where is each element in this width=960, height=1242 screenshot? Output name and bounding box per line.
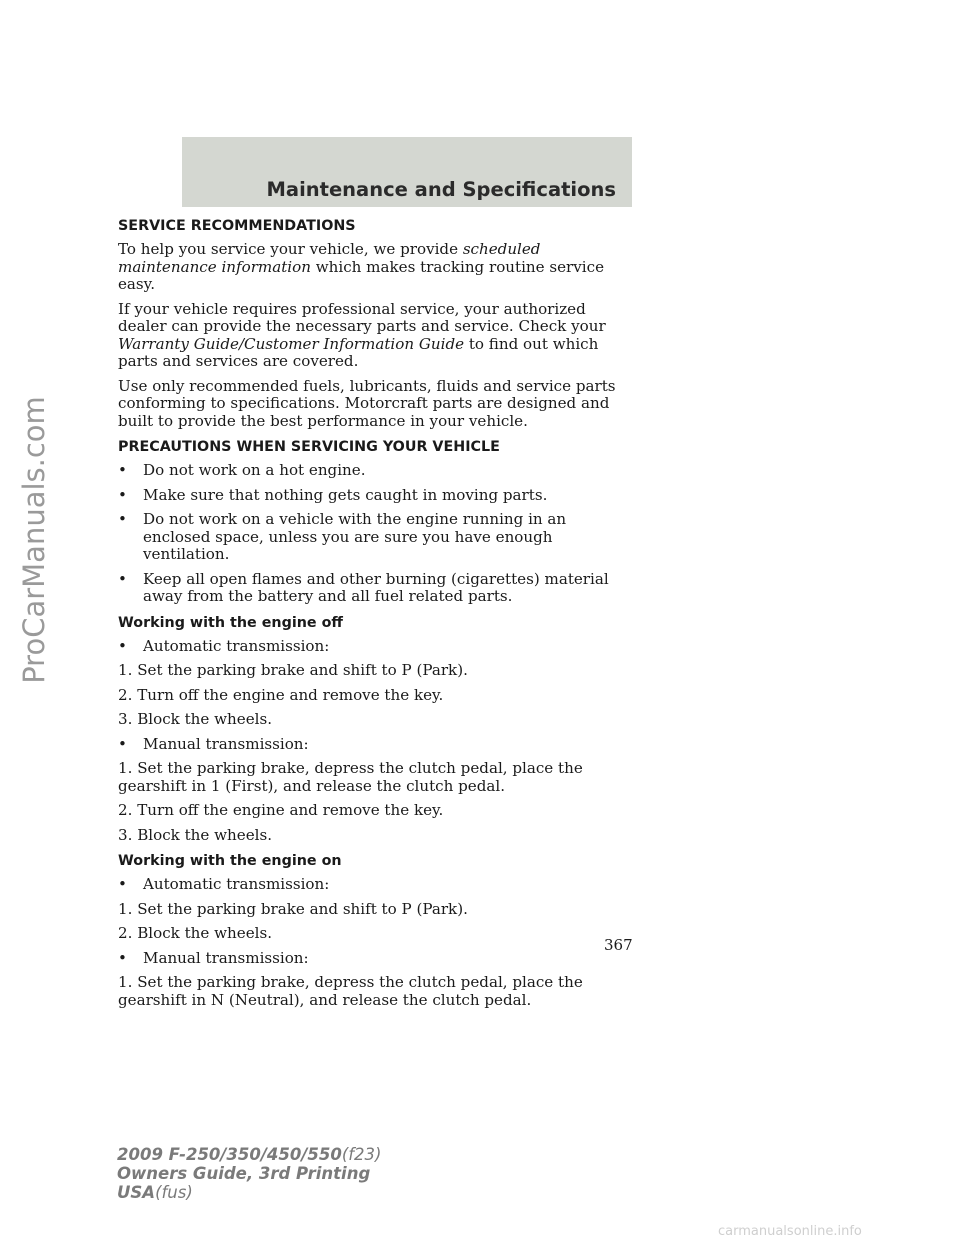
- bullet-item: [118, 511, 638, 564]
- step: 2. Turn off the engine and remove the key.: [118, 685, 444, 704]
- text-run: To help you service your vehicle, we provide: [118, 240, 463, 258]
- bullet-dot: •: [118, 948, 127, 967]
- bullet-item: [118, 638, 638, 656]
- heading-engine-off: Working with the engine off: [118, 614, 343, 631]
- step: 2. Block the wheels.: [118, 924, 272, 942]
- bullet-text: Manual transmission:: [143, 734, 309, 753]
- bullet-dot: •: [118, 485, 127, 504]
- bullet-item: [118, 736, 638, 754]
- page-content: [118, 217, 638, 1016]
- footer-print-info: [117, 1145, 382, 1202]
- text-run: which makes tracking routine service easy.: [118, 257, 604, 293]
- bullet-text: Keep all open flames and other burning (cigarettes) material away from the battery and all fuel related parts.: [143, 569, 609, 605]
- bullet-text: Automatic transmission:: [143, 636, 330, 655]
- bullet-item: [118, 950, 638, 968]
- text-run: to find out which parts and services are covered.: [118, 334, 599, 370]
- heading-engine-on: Working with the engine on: [118, 853, 342, 869]
- bullet-text: Do not work on a vehicle with the engine running in an enclosed space, unless you are sure you have enough ventilation.: [143, 510, 567, 563]
- bullet-text: Manual transmission:: [143, 948, 309, 967]
- footer-guide: Owners Guide, 3rd Printing: [117, 1164, 371, 1183]
- bottom-watermark: carmanualsonline.info: [718, 1224, 862, 1239]
- emphasis-scheduled-maintenance: scheduled maintenance information: [118, 240, 541, 276]
- step: 3. Block the wheels.: [118, 710, 272, 728]
- step: 1. Set the parking brake and shift to P (Park).: [118, 899, 468, 918]
- step: 1. Set the parking brake and shift to P (Park).: [118, 661, 468, 679]
- service-paragraph-2: [118, 301, 638, 371]
- step: 3. Block the wheels.: [118, 825, 272, 844]
- bullet-item: [118, 462, 638, 480]
- section-title: Maintenance and Specifications: [266, 178, 616, 201]
- bullet-dot: •: [118, 510, 127, 528]
- bullet-text: Do not work on a hot engine.: [143, 461, 366, 479]
- emphasis-warranty-guide: Warranty Guide/Customer Information Guide: [118, 334, 465, 353]
- side-watermark-text: ProCarManuals.com: [17, 396, 51, 684]
- footer-model: 2009 F-250/350/450/550: [117, 1145, 342, 1164]
- section-header-band: [182, 137, 632, 207]
- bullet-item: [118, 487, 638, 505]
- step: 2. Turn off the engine and remove the key.: [118, 801, 444, 819]
- heading-service-recommendations: SERVICE RECOMMENDATIONS: [118, 218, 356, 234]
- bullet-dot: •: [118, 875, 127, 893]
- bullet-item: [118, 876, 638, 894]
- footer-region: USA: [117, 1183, 156, 1202]
- service-paragraph-3: Use only recommended fuels, lubricants, fluids and service parts conforming to specifications. Motorcraft parts are designed and built to provide the best performance in your vehicle.: [118, 376, 616, 430]
- footer-line-guide: [117, 1164, 382, 1183]
- bullet-dot: •: [118, 636, 127, 655]
- text-run: If your vehicle requires professional service, your authorized dealer can provide the necessary parts and service. Check your: [118, 299, 606, 335]
- step: 1. Set the parking brake, depress the clutch pedal, place the gearshift in N (Neutral), and release the clutch pedal.: [118, 973, 583, 1009]
- bullet-text: Automatic transmission:: [143, 875, 330, 893]
- step: 1. Set the parking brake, depress the clutch pedal, place the gearshift in 1 (First), and release the clutch pedal.: [118, 759, 583, 795]
- bullet-text: Make sure that nothing gets caught in moving parts.: [143, 485, 548, 504]
- footer-line-region: [117, 1183, 382, 1202]
- bullet-dot: •: [118, 734, 127, 753]
- footer-line-model: [117, 1145, 382, 1164]
- bullet-dot: •: [118, 569, 127, 588]
- side-watermark: [14, 360, 54, 720]
- page-number: 367: [604, 936, 633, 954]
- heading-precautions: PRECAUTIONS WHEN SERVICING YOUR VEHICLE: [118, 439, 500, 455]
- bullet-item: [118, 571, 638, 606]
- footer-model-code: (f23): [341, 1145, 382, 1164]
- service-paragraph-1: [118, 241, 638, 294]
- footer-region-code: (fus): [155, 1183, 193, 1202]
- bullet-dot: •: [118, 461, 127, 479]
